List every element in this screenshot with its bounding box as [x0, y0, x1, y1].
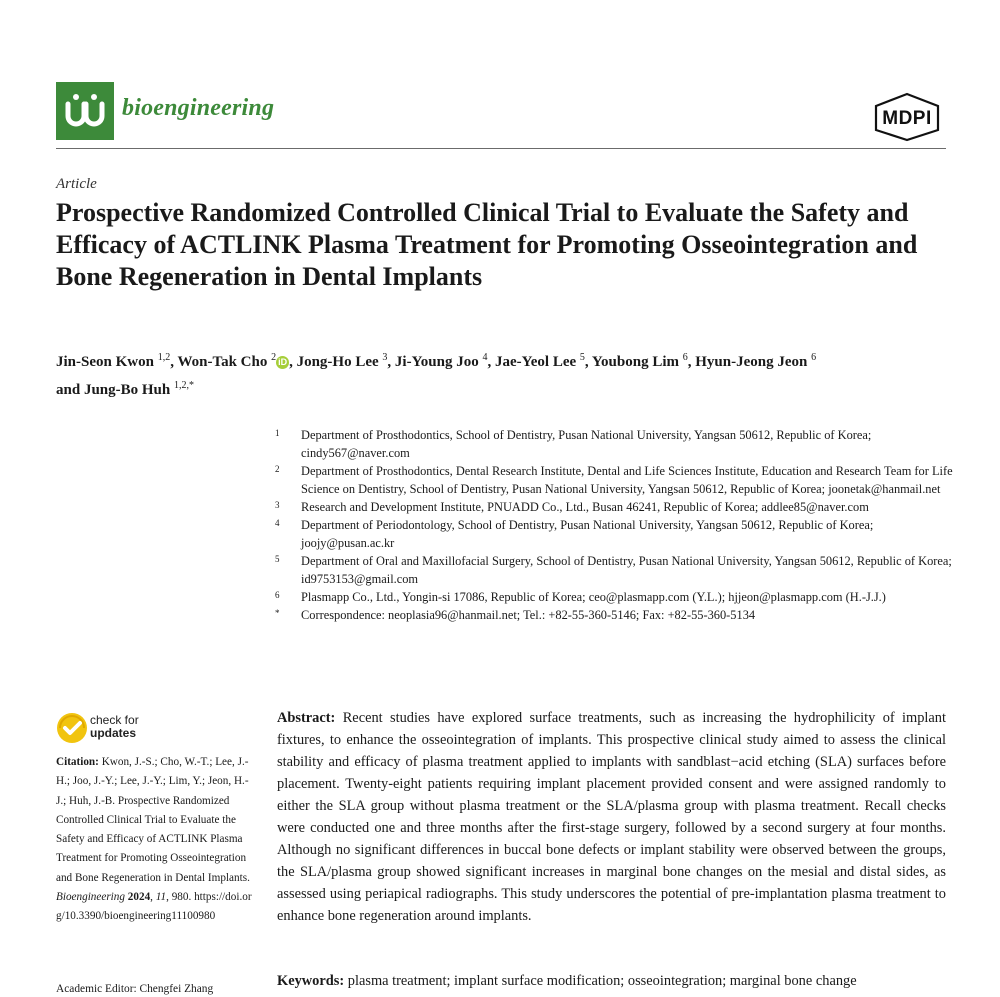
- and-word: and: [56, 382, 81, 398]
- author-affiliation: 3: [382, 352, 388, 363]
- journal-logo: [56, 82, 114, 140]
- affiliation-text: Department of Periodontology, School of Dentistry, Pusan National University, Yangsan 50612, Republic of Korea; joojy@pusan.ac.kr: [301, 518, 874, 550]
- affiliation-text: Department of Prosthodontics, School of Dentistry, Pusan National University, Yangsan 50612, Republic of Korea; cindy567@naver.com: [301, 428, 872, 460]
- citation-block: Citation: Kwon, J.-S.; Cho, W.-T.; Lee, J.-H.; Joo, J.-Y.; Lee, J.-Y.; Lim, Y.; Jeon, H.-J.; Huh, J.-B. Prospective Randomized Controlled Clinical Trial to Evaluate the Safety and Efficacy of ACTLINK Plasma Treatment for Promoting Osseointegration and Bone Regeneration in Dental Implants. Bioengineering 2024, 11, 980. https://doi.org/10.3390/bioengineering11100980: [56, 756, 252, 923]
- author-list: Jin-Seon Kwon $^{1,2}$, Won-Tak Cho $^2$ iD , Jong-Ho Lee $^3$, Ji-Young Joo $^4$, Jae-Yeol Lee $^5$, Youbong Lim $^6$, Hyun-Jeong Jeon $^6$ and Jung-Bo Huh $^{1,2,*}$: [56, 352, 817, 398]
- citation-year: 2024: [127, 891, 151, 904]
- citation-authors: Kwon, J.-S.; Cho, W.-T.; Lee, J.-H.; Joo, J.-Y.; Lee, J.-Y.; Lim, Y.; Jeon, H.-J.; Huh, J.-B. Prospective Randomized Controlled Clinical Trial to Evaluate the Safety and Efficacy of ACTLINK Plasma Treatment for Promoting Osseointegration and Bone Regeneration in Dental Implants.: [56, 756, 250, 884]
- header-divider: [56, 148, 946, 149]
- author-name[interactable]: Jong-Ho Lee: [296, 354, 379, 370]
- article-type: Article: [56, 176, 97, 192]
- affiliation-number: 4: [275, 518, 280, 528]
- article-title: Prospective Randomized Controlled Clinical Trial to Evaluate the Safety and Efficacy of ACTLINK Plasma Treatment for Promoting Osseointegration and Bone Regeneration in Dental Implants: [56, 198, 918, 291]
- keywords: [277, 970, 957, 992]
- affiliation-item: [275, 462, 955, 498]
- author-name[interactable]: Hyun-Jeong Jeon: [695, 354, 808, 370]
- check-updates-line2: updates: [90, 726, 137, 740]
- affiliation-text: Research and Development Institute, PNUADD Co., Ltd., Busan 46241, Republic of Korea; addlee85@naver.com: [301, 500, 869, 514]
- academic-editor: Academic Editor: Chengfei Zhang: [56, 983, 214, 995]
- affiliation-number: 2: [275, 464, 280, 474]
- author-name[interactable]: Youbong Lim: [591, 354, 679, 370]
- orcid-icon[interactable]: iD: [278, 357, 288, 367]
- abstract-text: Recent studies have explored surface treatments, such as increasing the hydrophilicity of implant fixtures, to enhance the osseointegration of implants. This prospective clinical study aimed to assess the clinical stability and efficacy of plasma treatment applied to implants with sandblast−acid etching (SLA) surfaces before placement. Twenty-eight patients requiring implant placement provided consent and were assigned randomly to either the SLA group without plasma treatment or the SLA/plasma group with plasma treatment. Recall checks were conducted one and three months after the first-stage surgery, followed by a second surgery at four months. Although no significant differences in buccal bone defects or implant stability were observed between the groups, the SLA/plasma group showed significant increases in marginal bone changes on the mesial and distal sides, as assessed using periapical radiographs. This study underscores the potential of pre-implantation plasma treatment to enhance bone regeneration around implants.: [277, 710, 946, 924]
- affiliation-number: 5: [275, 554, 280, 564]
- author-name[interactable]: Jung-Bo Huh: [83, 382, 171, 398]
- journal-logo-icon: [56, 82, 114, 140]
- citation-journal: Bioengineering: [56, 891, 125, 904]
- author-affiliation: 6: [811, 352, 817, 363]
- citation-label: Citation:: [56, 756, 99, 768]
- author-affiliation: 1,2,*: [173, 380, 194, 391]
- publisher-name: MDPI: [882, 108, 932, 129]
- affiliation-item: [275, 552, 955, 588]
- author-affiliation: 6: [682, 352, 688, 363]
- author-affiliation: 5: [579, 352, 585, 363]
- affiliation-number: *: [275, 608, 280, 618]
- affiliation-item: [275, 426, 955, 462]
- author-name[interactable]: Won-Tak Cho: [177, 354, 268, 370]
- author-affiliation: 4: [482, 352, 488, 363]
- author-name[interactable]: Ji-Young Joo: [394, 354, 479, 370]
- abstract: [277, 707, 946, 927]
- affiliation-text: Department of Oral and Maxillofacial Surgery, School of Dentistry, Pusan National University, Yangsan 50612, Republic of Korea; id9753153@gmail.com: [301, 554, 952, 586]
- author-affiliation: 2: [271, 352, 277, 363]
- author-affiliation: 1,2: [157, 352, 171, 363]
- correspondence-item: [275, 606, 955, 624]
- affiliation-number: 6: [275, 590, 280, 600]
- affiliation-item: [275, 516, 955, 552]
- affiliation-text: Plasmapp Co., Ltd., Yongin-si 17086, Republic of Korea; ceo@plasmapp.com (Y.L.); hjjeon@plasmapp.com (H.-J.J.): [301, 590, 886, 604]
- check-for-updates-button[interactable]: [56, 712, 256, 746]
- check-updates-icon: [56, 712, 88, 744]
- publisher-logo: [872, 92, 942, 142]
- affiliation-item: [275, 498, 955, 516]
- affiliation-number: 1: [275, 428, 280, 438]
- correspondence-text: Correspondence: neoplasia96@hanmail.net; Tel.: +82-55-360-5146; Fax: +82-55-360-5134: [301, 608, 756, 622]
- doi-link[interactable]: https://doi.org/10.3390/bioengineering11100980: [56, 891, 252, 923]
- author-name[interactable]: Jae-Yeol Lee: [494, 354, 577, 370]
- author-name[interactable]: Jin-Seon Kwon: [56, 354, 154, 370]
- keywords-text: plasma treatment; implant surface modification; osseointegration; marginal bone change: [347, 973, 857, 989]
- abstract-label: Abstract:: [277, 710, 336, 726]
- check-updates-line1: check for: [90, 713, 139, 727]
- check-updates-label: [90, 714, 139, 740]
- affiliations-list: [275, 426, 955, 624]
- affiliation-number: 3: [275, 500, 280, 510]
- keywords-label: Keywords:: [277, 973, 345, 989]
- affiliation-item: [275, 588, 955, 606]
- affiliation-text: Department of Prosthodontics, Dental Research Institute, Dental and Life Sciences Institute, Education and Research Team for Life Science on Dentistry, School of Dentistry, Pusan National University, Yangsan 50612, Republic of Korea; joonetak@hanmail.net: [301, 464, 953, 496]
- journal-name: bioengineering: [122, 95, 275, 121]
- citation-volume: 11: [155, 891, 167, 904]
- citation-pages: , 980.: [166, 891, 192, 904]
